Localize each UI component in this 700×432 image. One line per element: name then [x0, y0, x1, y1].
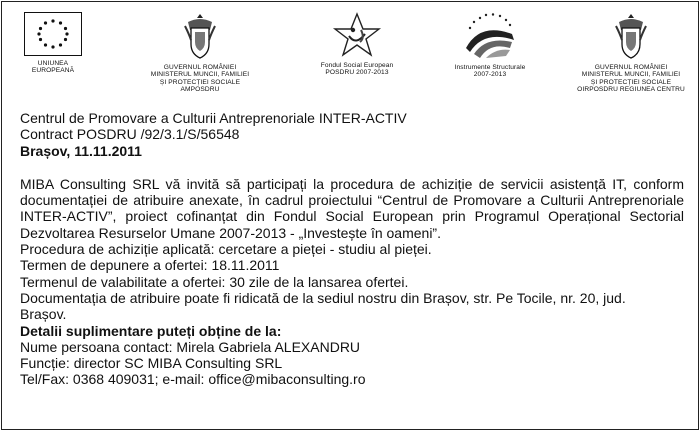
place-date: Brașov, 11.11.2011 — [20, 142, 142, 159]
spacer — [20, 159, 684, 176]
documentation-line-2: Brașov. — [20, 306, 67, 323]
gov2-caption-line-2: MINISTERUL MUNCII, FAMILIEI — [581, 71, 681, 79]
announcement-content — [20, 110, 684, 388]
gov2-caption-line-1: GUVERNUL ROMÂNIEI — [594, 64, 668, 71]
deadline-line: Termen de depunere a ofertei: 18.11.2011 — [20, 257, 280, 274]
gov1-caption-line-2: MINISTERUL MUNCII, FAMILIEI — [150, 71, 250, 79]
gov1-caption-line-4: AMPOSDRU — [180, 86, 220, 94]
contact-person: Nume persoana contact: Mirela Gabriela ALEXANDRU — [20, 338, 361, 355]
contract-number: Contract POSDRU /92/3.1/S/56548 — [20, 126, 240, 143]
procedure-line: Procedura de achiziție aplicată: cercetare a pieței - studiu al pieței. — [20, 241, 432, 258]
fse-star-icon — [332, 12, 382, 58]
validity-line: Termenul de valabilitate a ofertei: 30 zile de la lansarea ofertei. — [20, 273, 409, 290]
structural-instruments-logo — [442, 12, 538, 79]
project-name: Centrul de Promovare a Culturii Antreprenoriale INTER-ACTIV — [20, 110, 407, 126]
romania-coat-of-arms-icon — [614, 12, 648, 60]
fse-caption-line-2: POSDRU 2007-2013 — [325, 69, 389, 77]
eu-flag-icon — [24, 12, 82, 56]
romania-coat-of-arms-icon — [183, 12, 217, 60]
announcement-page — [1, 1, 699, 430]
gov2-caption-line-3: ȘI PROTECȚIEI SOCIALE — [590, 78, 672, 86]
gov2-caption-line-4: OIRPOSDRU REGIUNEA CENTRU — [577, 86, 685, 94]
contact-telfax-email: Tel/Fax: 0368 409031; e-mail: office@mibaconsulting.ro — [20, 371, 366, 388]
details-heading: Detalii suplimentare puteți obține de la: — [20, 322, 282, 339]
eu-logo — [16, 12, 90, 75]
logo-bar — [2, 2, 698, 106]
documentation-line-1: Documentația de atribuire poate fi ridicată de la sediul nostru din Brașov, str. Pe Tocile, nr. 20, jud. — [20, 289, 626, 306]
contact-function: Funcție: director SC MIBA Consulting SRL — [20, 355, 283, 372]
structural-instruments-icon — [460, 12, 520, 60]
gov1-caption-line-3: ȘI PROTECȚIEI SOCIALE — [159, 78, 241, 86]
is-caption-line-1: Instrumente Structurale — [454, 64, 526, 71]
eu-caption: UNIUNEA EUROPEANĂ — [31, 60, 75, 75]
is-caption-line-2: 2007-2013 — [473, 71, 507, 79]
government-logo-right — [574, 12, 688, 94]
fse-logo — [308, 12, 406, 77]
intro-paragraph: MIBA Consulting SRL vă invită să participați la procedura de achiziție de servicii asistență IT, conform documentației de atribuire anexate, în cadrul proiectului “Centrul de Promovare a Culturii Antreprenoriale INTER-ACTIV”, proiect cofinanțat din Fondul Social European prin Programul Operațional Sectorial Dezvoltarea Resurselor Umane 2007-2013 - „Investește în oameni”. — [20, 175, 684, 241]
gov1-caption-line-1: GUVERNUL ROMÂNIEI — [163, 64, 237, 71]
government-logo-left — [148, 12, 252, 94]
fse-caption-line-1: Fondul Social European — [320, 62, 394, 69]
